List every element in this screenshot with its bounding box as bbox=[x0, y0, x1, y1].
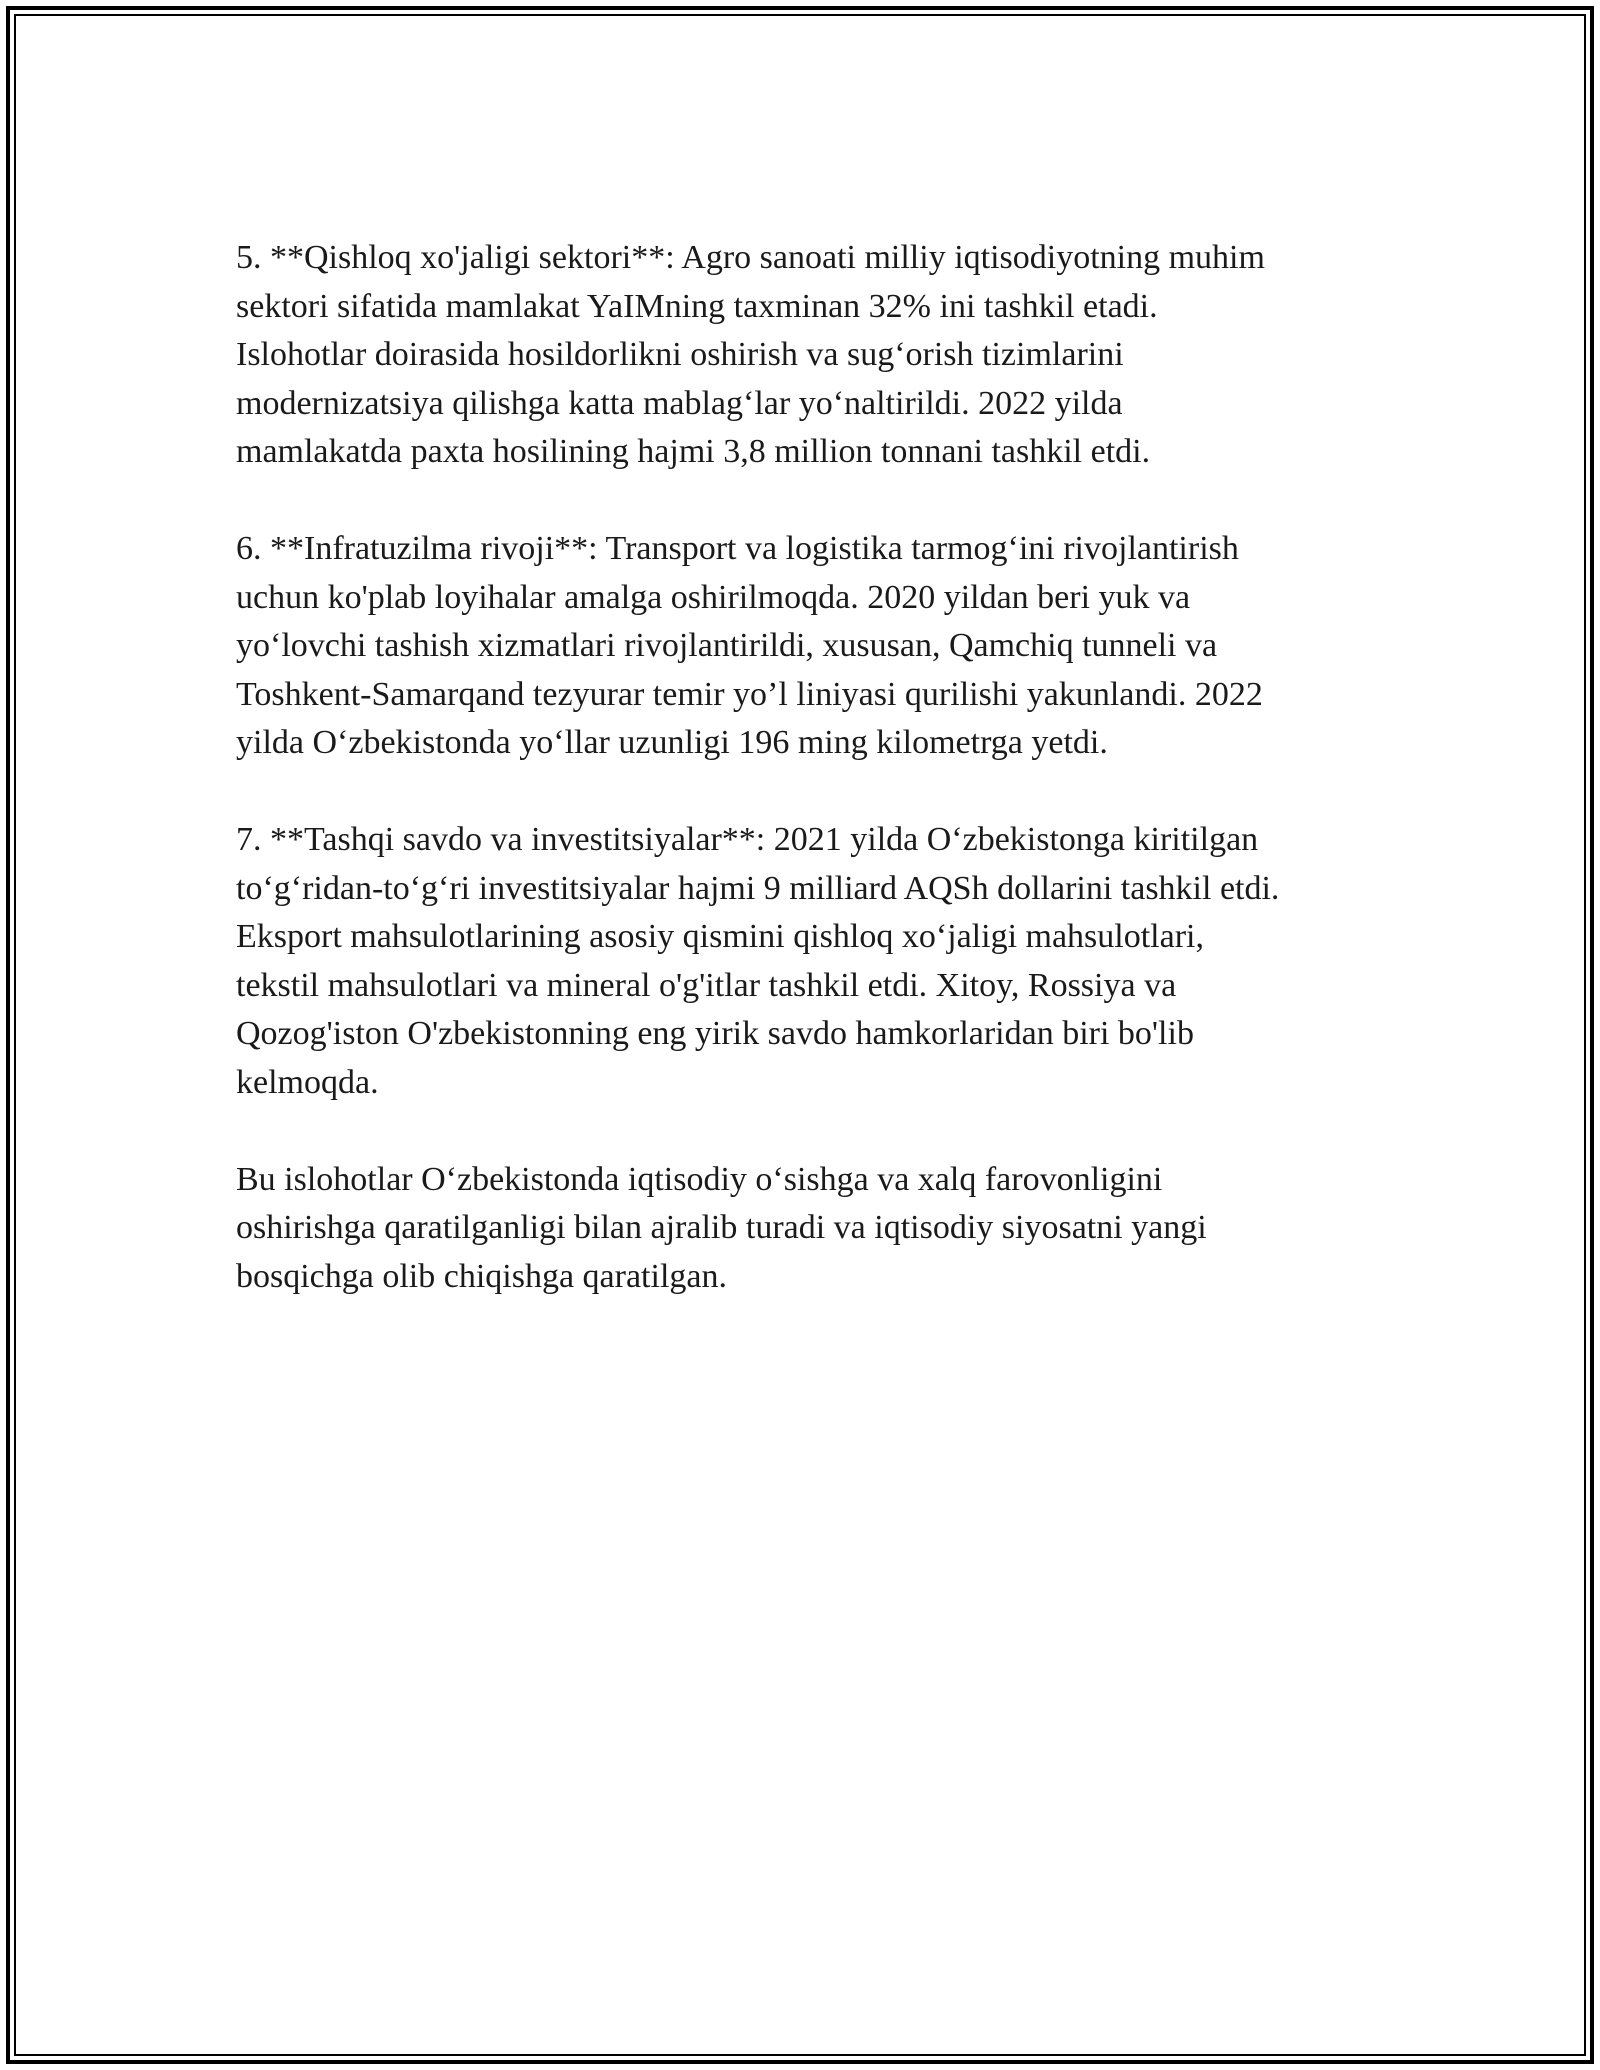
text-line: mamlakatda paxta hosilining hajmi 3,8 million tonnani tashkil etdi. bbox=[236, 433, 1151, 470]
text-line: kelmoqda. bbox=[236, 1063, 379, 1101]
text-line: uchun ko'plab loyihalar amalga oshirilmoqda. 2020 yildan beri yuk va bbox=[236, 578, 1191, 616]
text-line: Qozog'iston O'zbekistonning eng yirik savdo hamkorlaridan biri bo'lib bbox=[236, 1015, 1194, 1052]
text-line: Islohotlar doirasida hosildorlikni oshirish va sug‘orish tizimlarini bbox=[236, 336, 1124, 373]
text-line: 5. **Qishloq xo'jaligi sektori**: Agro sanoati milliy iqtisodiyotning muhim bbox=[236, 239, 1265, 276]
paragraph-trade-investment bbox=[236, 816, 1366, 1107]
text-line: Toshkent-Samarqand tezyurar temir yo’l liniyasi qurilishi yakunlandi. 2022 bbox=[236, 675, 1263, 713]
text-line: oshirishga qaratilganligi bilan ajralib turadi va iqtisodiy siyosatni yangi bbox=[236, 1209, 1207, 1246]
text-line: tekstil mahsulotlari va mineral o'g'itlar tashkil etdi. Xitoy, Rossiya va bbox=[236, 966, 1177, 1004]
text-line: Eksport mahsulotlarining asosiy qismini qishloq xo‘jaligi mahsulotlari, bbox=[236, 918, 1204, 955]
paragraph-infrastructure bbox=[236, 525, 1366, 768]
text-line: bosqichga olib chiqishga qaratilgan. bbox=[236, 1257, 727, 1295]
document-body bbox=[236, 234, 1366, 1350]
text-line: 7. **Tashqi savdo va investitsiyalar**: 2021 yilda O‘zbekistonga kiritilgan bbox=[236, 821, 1259, 858]
text-line: yilda O‘zbekistonda yo‘llar uzunligi 196 ming kilometrga yetdi. bbox=[236, 724, 1108, 761]
text-line: modernizatsiya qilishga katta mablag‘lar yo‘naltirildi. 2022 yilda bbox=[236, 384, 1123, 422]
paragraph-agriculture bbox=[236, 234, 1366, 477]
text-line: sektori sifatida mamlakat YaIMning taxminan 32% ini tashkil etadi. bbox=[236, 287, 1158, 325]
text-line: yo‘lovchi tashish xizmatlari rivojlantirildi, xususan, Qamchiq tunneli va bbox=[236, 627, 1218, 664]
text-line: 6. **Infratuzilma rivoji**: Transport va logistika tarmog‘ini rivojlantirish bbox=[236, 530, 1239, 567]
paragraph-conclusion bbox=[236, 1156, 1366, 1302]
text-line: Bu islohotlar O‘zbekistonda iqtisodiy o‘sishga va xalq farovonligini bbox=[236, 1160, 1163, 1198]
text-line: to‘g‘ridan-to‘g‘ri investitsiyalar hajmi 9 milliard AQSh dollarini tashkil etdi. bbox=[236, 869, 1280, 907]
